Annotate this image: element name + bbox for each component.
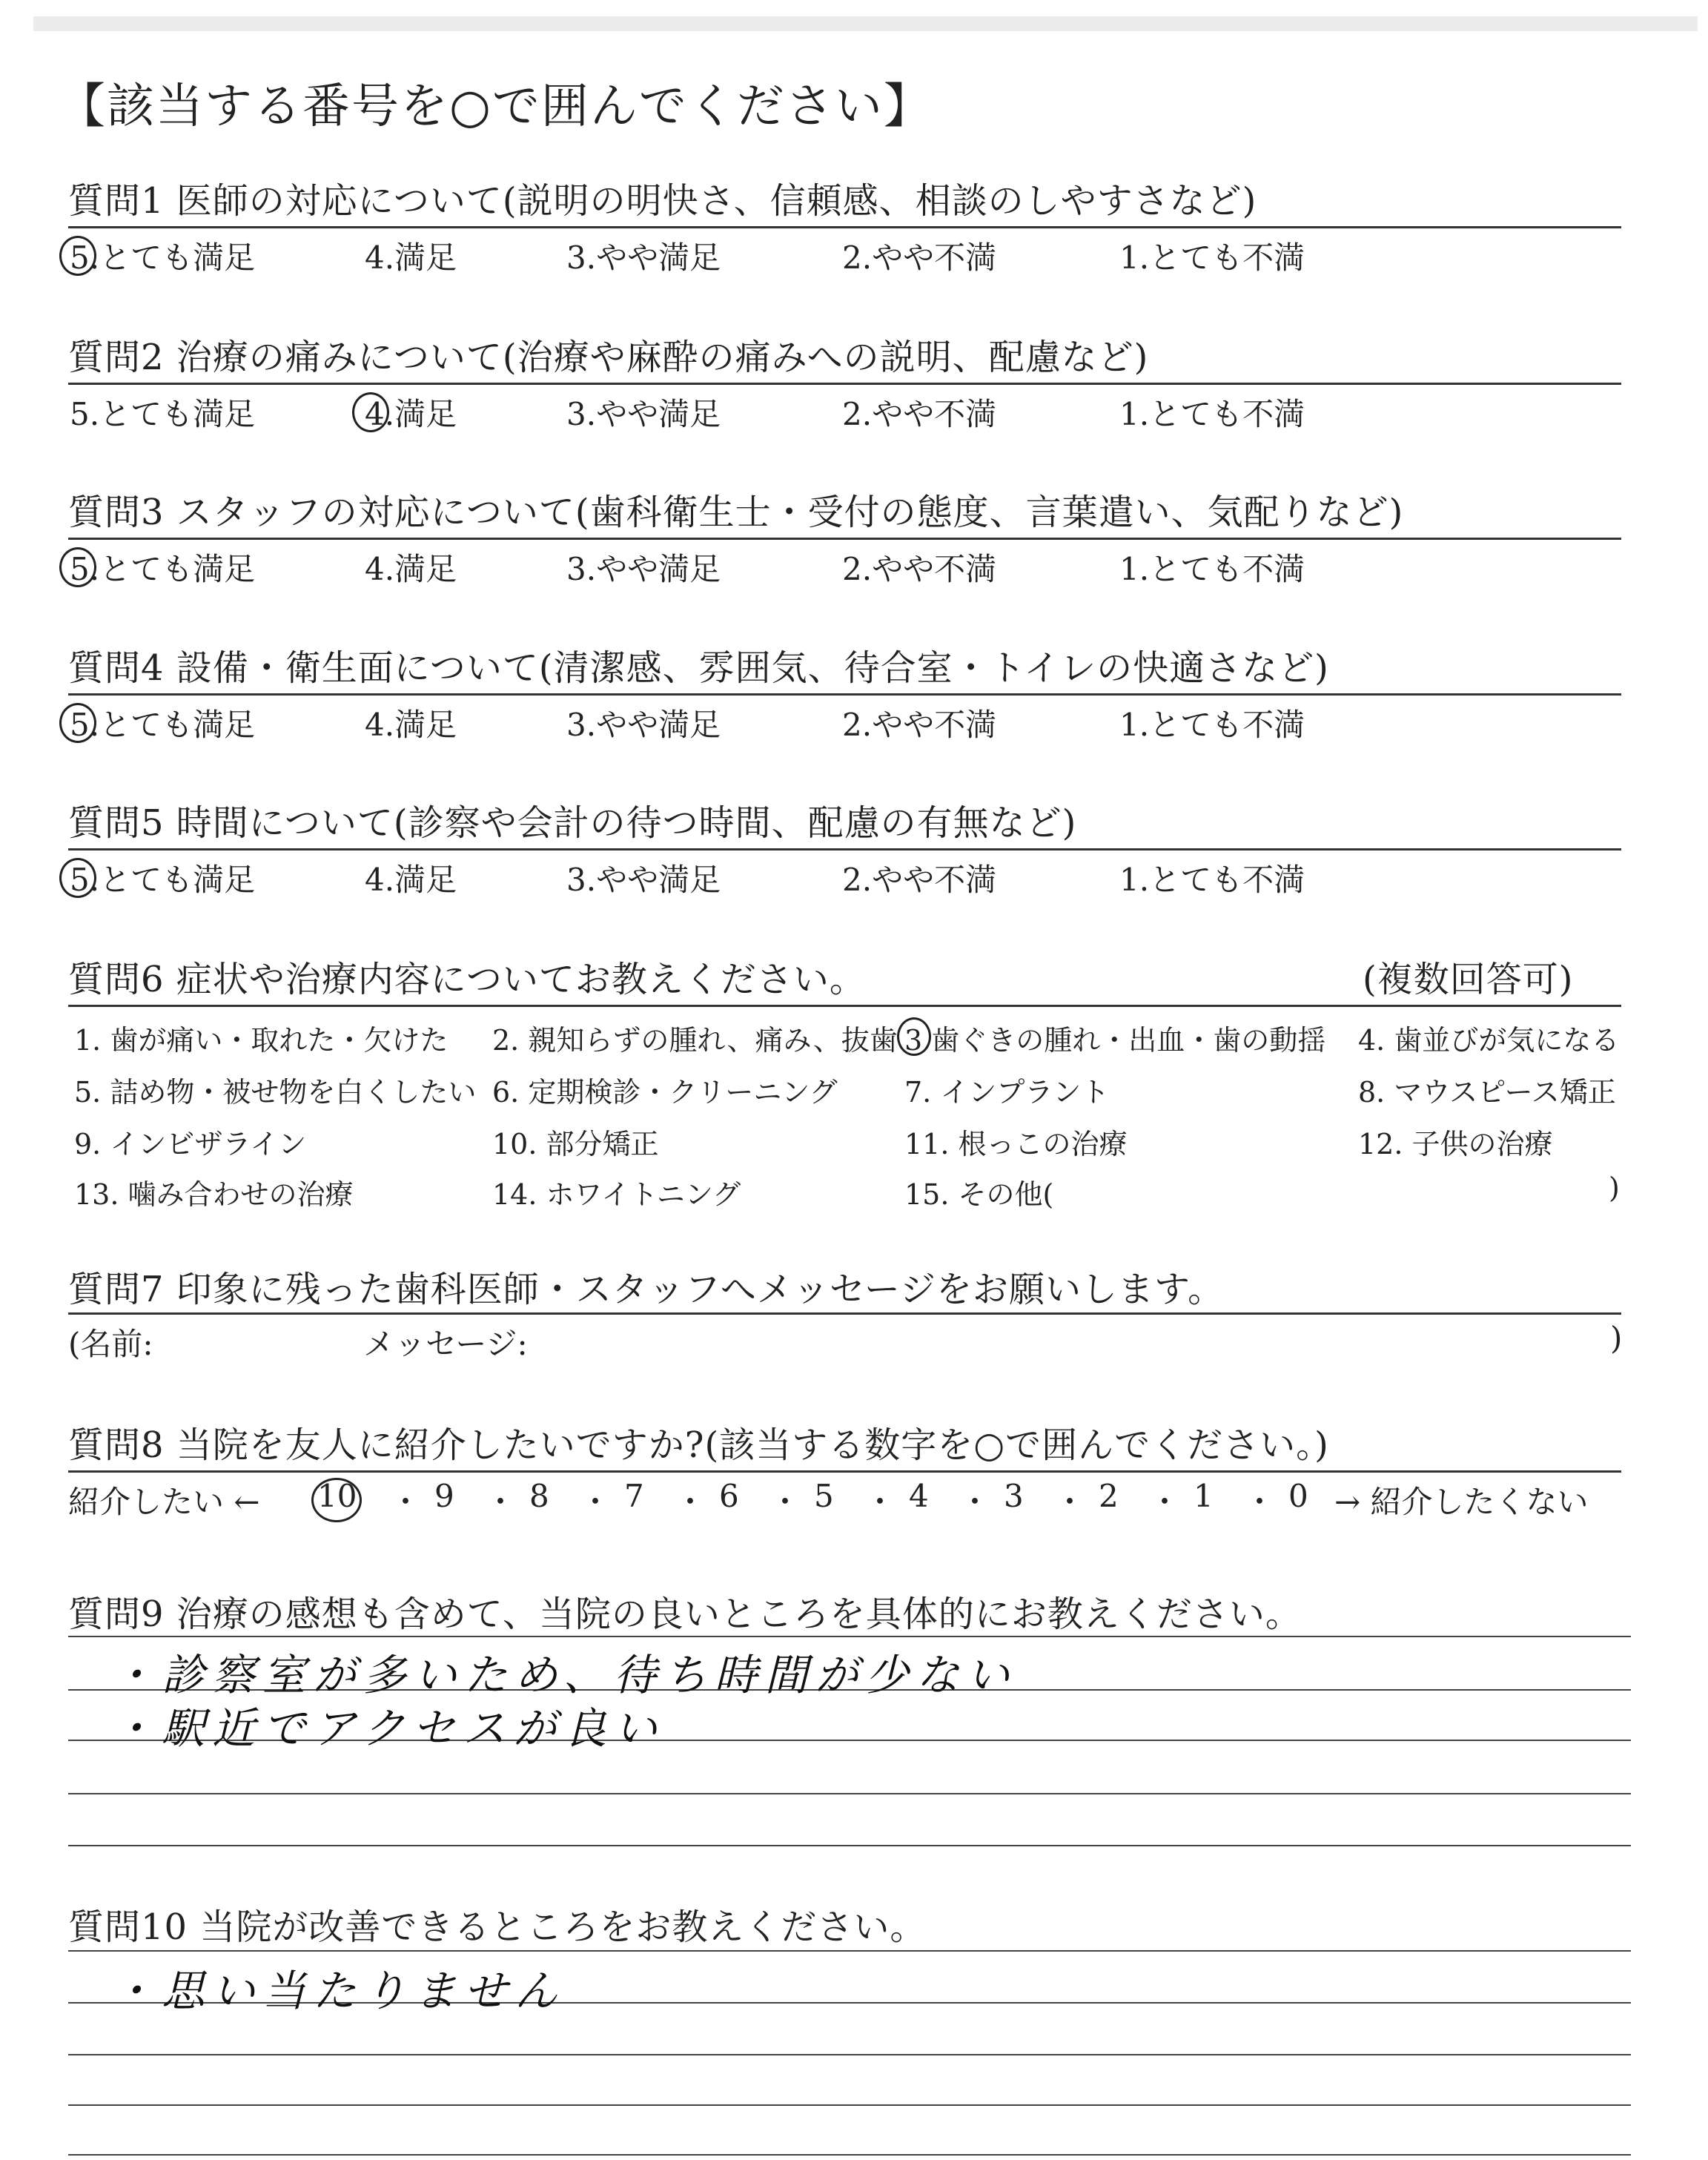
q9-answer-1: ・診察室が多いため、待ち時間が少ない [111, 1650, 1017, 1700]
q8-left-label: 紹介したい ← [68, 1484, 260, 1520]
q6-option-15-close: ) [1609, 1172, 1620, 1204]
q5-option-2[interactable]: 2.やや不満 [842, 862, 997, 898]
q3-option-4[interactable]: 4.満足 [365, 551, 457, 587]
question-4-label: 質問4 設備・衛生面について(清潔感、雰囲気、待合室・トイレの快適さなど) [68, 647, 1329, 689]
question-2-rule [68, 383, 1621, 385]
question-5-rule [68, 848, 1621, 851]
q8-scale-1[interactable]: 1 [1194, 1478, 1214, 1514]
q10-line-5 [68, 2154, 1631, 2156]
question-7-rule [68, 1312, 1621, 1315]
q5-selection-circle [59, 858, 96, 898]
q8-scale-8[interactable]: 8 [529, 1478, 549, 1514]
q9-answer-2: ・駅近でアクセスが良い [111, 1703, 665, 1754]
question-7-label: 質問7 印象に残った歯科医師・スタッフへメッセージをお願いします。 [68, 1269, 1225, 1310]
q8-scale-3[interactable]: 3 [1004, 1478, 1024, 1514]
question-2-label: 質問2 治療の痛みについて(治療や麻酔の痛みへの説明、配慮など) [68, 337, 1149, 378]
q8-dot: ・ [580, 1484, 612, 1520]
q6-option-2[interactable]: 2. 親知らずの腫れ、痛み、抜歯 [492, 1024, 898, 1057]
question-6-note: (複数回答可) [1363, 959, 1574, 1000]
q6-option-3[interactable]: 3 歯ぐきの腫れ・出血・歯の動揺 [904, 1024, 1326, 1057]
q3-option-2[interactable]: 2.やや不満 [842, 551, 997, 587]
q6-option-15[interactable]: 15. その他( [904, 1178, 1054, 1211]
question-3-label: 質問3 スタッフの対応について(歯科衛生士・受付の態度、言葉遣い、気配りなど) [68, 492, 1404, 533]
q4-option-4[interactable]: 4.満足 [365, 707, 457, 743]
q2-option-2[interactable]: 2.やや不満 [842, 396, 997, 432]
q2-option-4[interactable]: 4.満足 [365, 396, 457, 432]
q6-option-9[interactable]: 9. インビザライン [74, 1128, 307, 1160]
q2-option-3[interactable]: 3.やや満足 [566, 396, 721, 432]
q6-option-11[interactable]: 11. 根っこの治療 [904, 1128, 1128, 1160]
q3-option-5[interactable]: 5.とても満足 [70, 551, 256, 587]
q8-scale-7[interactable]: 7 [624, 1478, 644, 1514]
q8-dot: ・ [485, 1484, 517, 1520]
q8-scale-10[interactable]: 10 [317, 1478, 357, 1514]
q6-option-5[interactable]: 5. 詰め物・被せ物を白くしたい [74, 1076, 477, 1109]
question-3-rule [68, 538, 1621, 540]
q8-dot: ・ [1054, 1484, 1086, 1520]
q8-scale-5[interactable]: 5 [814, 1478, 834, 1514]
q8-dot: ・ [864, 1484, 896, 1520]
question-10-label: 質問10 当院が改善できるところをお教えください。 [68, 1906, 927, 1948]
q8-dot: ・ [1244, 1484, 1276, 1520]
q8-scale-9[interactable]: 9 [434, 1478, 454, 1514]
q3-selection-circle [59, 547, 96, 587]
q7-message-label: メッセージ: [363, 1326, 528, 1362]
q1-option-5[interactable]: 5.とても満足 [70, 240, 256, 276]
question-6-label: 質問6 症状や治療内容についてお教えください。 [68, 959, 866, 1000]
q8-dot: ・ [1149, 1484, 1181, 1520]
q8-selection-circle [311, 1478, 362, 1522]
q1-option-1[interactable]: 1.とても不満 [1119, 240, 1305, 276]
form-title: 【該当する番号を○で囲んでください】 [58, 79, 933, 134]
question-8-label: 質問8 当院を友人に紹介したいですか?(該当する数字を○で囲んでください。) [68, 1424, 1329, 1466]
question-6-rule [68, 1005, 1621, 1007]
q8-scale-2[interactable]: 2 [1099, 1478, 1119, 1514]
q9-line-4 [68, 1793, 1631, 1794]
q6-option-7[interactable]: 7. インプラント [904, 1076, 1110, 1109]
q8-scale-6[interactable]: 6 [719, 1478, 739, 1514]
q2-option-1[interactable]: 1.とても不満 [1119, 396, 1305, 432]
q6-option-1[interactable]: 1. 歯が痛い・取れた・欠けた [74, 1024, 448, 1057]
q8-dot: ・ [390, 1484, 422, 1520]
q4-option-1[interactable]: 1.とても不満 [1119, 707, 1305, 743]
q6-option-10[interactable]: 10. 部分矯正 [492, 1128, 659, 1160]
q1-option-3[interactable]: 3.やや満足 [566, 240, 721, 276]
q4-option-5[interactable]: 5.とても満足 [70, 707, 256, 743]
q10-answer-1: ・思い当たりません [111, 1966, 566, 2016]
q10-line-1 [68, 1950, 1631, 1952]
q6-option-13[interactable]: 13. 噛み合わせの治療 [74, 1178, 354, 1211]
q10-line-4 [68, 2104, 1631, 2106]
q9-line-1 [68, 1636, 1631, 1637]
q3-option-1[interactable]: 1.とても不満 [1119, 551, 1305, 587]
q6-option-12[interactable]: 12. 子供の治療 [1358, 1128, 1553, 1160]
q5-option-3[interactable]: 3.やや満足 [566, 862, 721, 898]
q5-option-4[interactable]: 4.満足 [365, 862, 457, 898]
q3-option-3[interactable]: 3.やや満足 [566, 551, 721, 587]
q4-option-3[interactable]: 3.やや満足 [566, 707, 721, 743]
q1-selection-circle [59, 236, 96, 276]
q2-option-5[interactable]: 5.とても満足 [70, 396, 256, 432]
q6-selection-circle [897, 1017, 931, 1056]
q7-close-paren: ) [1610, 1320, 1623, 1356]
q9-line-5 [68, 1845, 1631, 1846]
q8-scale-4[interactable]: 4 [909, 1478, 929, 1514]
question-1-label: 質問1 医師の対応について(説明の明快さ、信頼感、相談のしやすさなど) [68, 180, 1257, 222]
q10-line-3 [68, 2054, 1631, 2055]
q1-option-2[interactable]: 2.やや不満 [842, 240, 997, 276]
q6-option-4[interactable]: 4. 歯並びが気になる [1358, 1024, 1620, 1057]
question-8-rule [68, 1470, 1621, 1473]
question-1-rule [68, 226, 1621, 228]
q5-option-1[interactable]: 1.とても不満 [1119, 862, 1305, 898]
q7-name-label: (名前: [68, 1326, 153, 1362]
q8-scale-0[interactable]: 0 [1288, 1478, 1308, 1514]
question-4-rule [68, 693, 1621, 696]
q8-dot: ・ [959, 1484, 991, 1520]
q4-option-2[interactable]: 2.やや不満 [842, 707, 997, 743]
q2-selection-circle [352, 392, 389, 432]
q4-selection-circle [59, 703, 96, 743]
q6-option-8[interactable]: 8. マウスピース矯正 [1358, 1076, 1616, 1109]
q6-option-6[interactable]: 6. 定期検診・クリーニング [492, 1076, 838, 1109]
q8-dot: ・ [769, 1484, 801, 1520]
q8-right-label: → 紹介したくない [1334, 1484, 1589, 1520]
question-5-label: 質問5 時間について(診察や会計の待つ時間、配慮の有無など) [68, 802, 1077, 844]
q6-option-14[interactable]: 14. ホワイトニング [492, 1178, 741, 1211]
q8-dot: ・ [675, 1484, 706, 1520]
q1-option-4[interactable]: 4.満足 [365, 240, 457, 276]
scan-top-edge [33, 16, 1698, 31]
question-9-label: 質問9 治療の感想も含めて、当院の良いところを具体的にお教えください。 [68, 1593, 1302, 1635]
q5-option-5[interactable]: 5.とても満足 [70, 862, 256, 898]
